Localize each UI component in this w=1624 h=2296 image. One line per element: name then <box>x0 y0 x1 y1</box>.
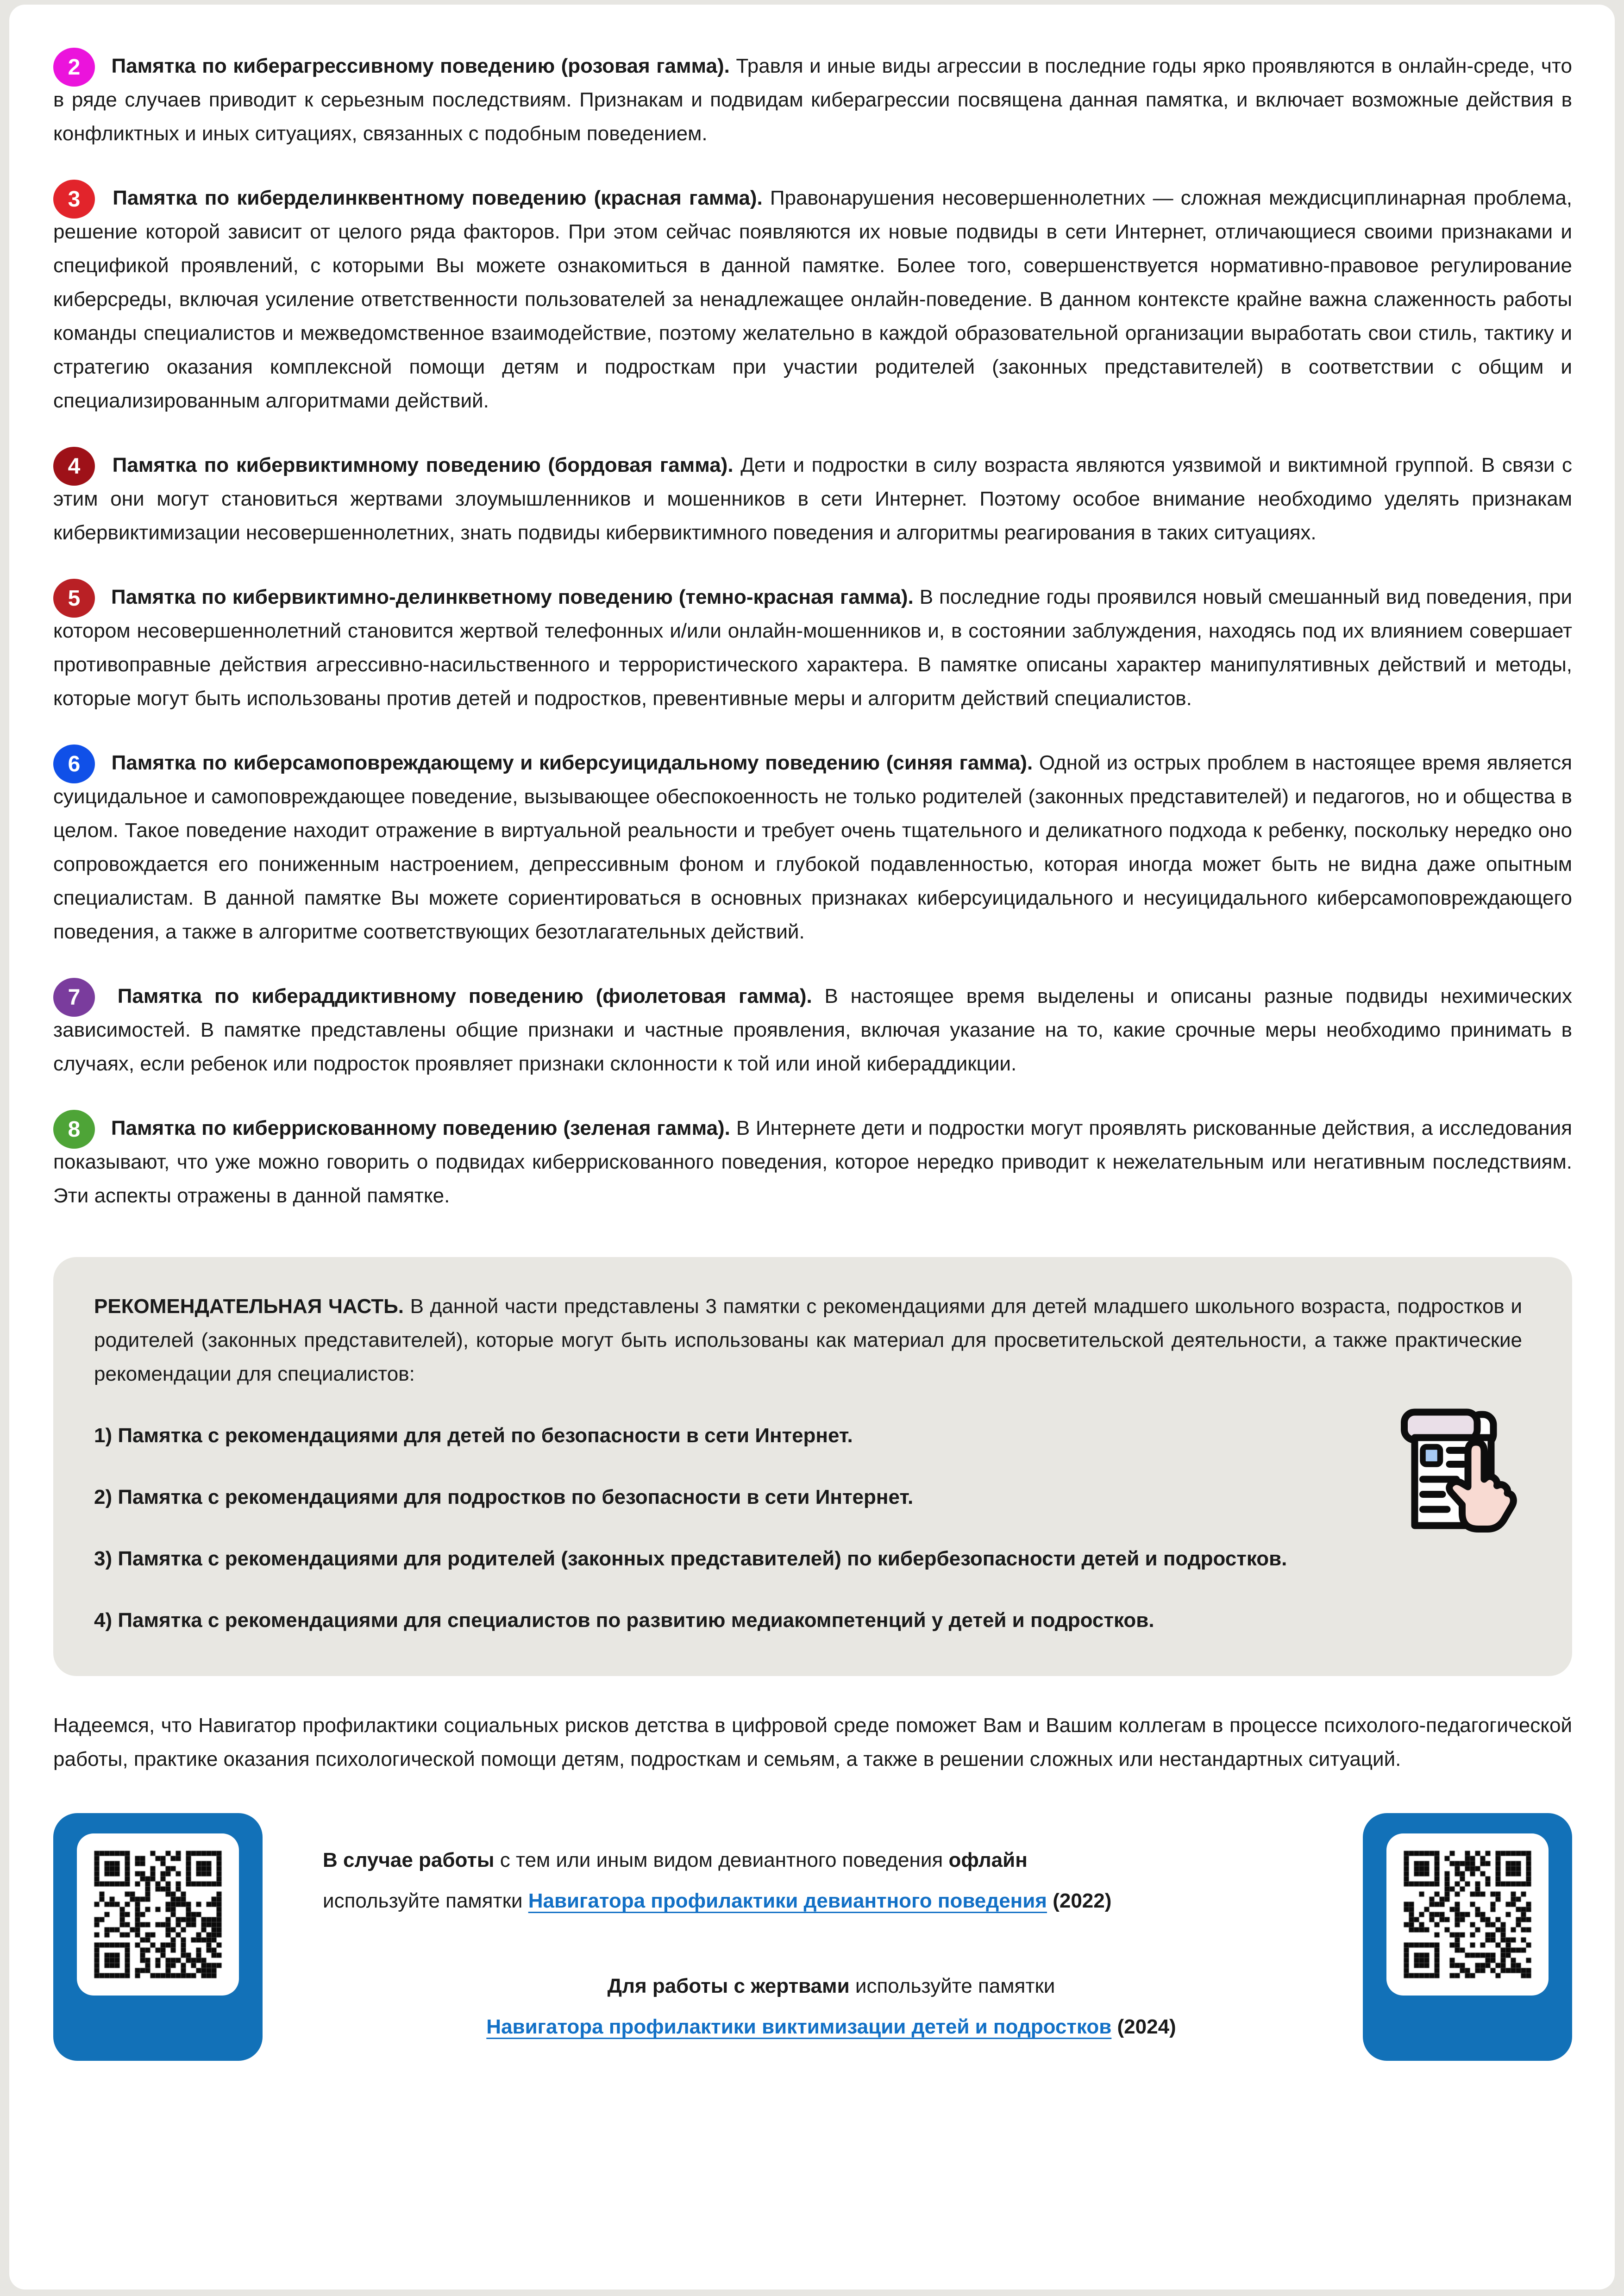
recommendation-item-1: 1) Памятка с рекомендациями для детей по безопасности в сети Интернет. <box>94 1424 853 1447</box>
recommendations-title: РЕКОМЕНДАТЕЛЬНАЯ ЧАСТЬ. <box>94 1295 404 1318</box>
memo-number-badge: 6 <box>53 744 95 783</box>
offline-note: В случае работы с тем или иным видом девиантного поведения офлайн используйте памятки Навигатора профилактики девиантного поведения (2022) <box>323 1849 1112 1912</box>
qr-box-left <box>53 1813 263 2061</box>
memo-item-7 <box>53 979 1572 1081</box>
victims-note: Для работы с жертвами используйте памятки Навигатора профилактики виктимизации детей и подростков (2024) <box>486 1975 1176 2038</box>
qr-inner-right <box>1386 1833 1549 1996</box>
memo-number-badge: 4 <box>53 447 95 486</box>
memo-title: Памятка по кибервиктимно-делинкветному поведению (темно-красная гамма). <box>111 586 914 608</box>
memo-number-badge: 3 <box>53 180 95 219</box>
victims-year: (2024) <box>1111 2015 1176 2038</box>
memo-title: Памятка по киберагрессивному поведению (розовая гамма). <box>111 55 730 77</box>
memo-number-badge: 5 <box>53 579 95 618</box>
link-deviant-behavior-navigator[interactable]: Навигатора профилактики девиантного поведения <box>528 1889 1047 1912</box>
qr-box-right <box>1363 1813 1572 2061</box>
memo-title: Памятка по киберделинквентному поведению (красная гамма). <box>113 187 763 209</box>
closing-paragraph: Надеемся, что Навигатор профилактики социальных рисков детства в цифровой среде поможет Вам и Вашим коллегам в процессе психолого-педагогической работы, практике оказания психологической помощи детям, подросткам и семьям, а также в решении сложных или нестандартных ситуаций. <box>53 1714 1572 1770</box>
recommendation-item-3: 3) Памятка с рекомендациями для родителей (законных представителей) по кибербезопасности детей и подростков. <box>94 1547 1287 1570</box>
footer <box>53 1813 1572 2061</box>
page-content <box>9 5 1615 2061</box>
document-click-icon <box>1387 1396 1526 1544</box>
memo-title: Памятка по кибервиктимному поведению (бордовая гамма). <box>112 454 734 476</box>
offline-note-bold: В случае работы <box>323 1849 495 1871</box>
memo-body: Дети и подростки в силу возраста являются уязвимой и виктимной группой. В связи с этим они могут становиться жертвами злоумышленников и мошенников в сети Интернет. Поэтому особое внимание необходимо уделять признакам кибервиктимизации несовершеннолетних, знать подвиды кибервиктимного поведения и алгоритмы реагирования в таких ситуациях. <box>53 454 1572 544</box>
recommendation-item-4: 4) Памятка с рекомендациями для специалистов по развитию медиакомпетенций у детей и подростков. <box>94 1609 1154 1632</box>
memo-item-4 <box>53 448 1572 550</box>
memo-title: Памятка по киберрискованному поведению (зеленая гамма). <box>111 1117 730 1139</box>
memo-number-badge: 7 <box>53 978 95 1017</box>
qr-code <box>1400 1847 1535 1982</box>
memo-body: В последние годы проявился новый смешанный вид поведения, при котором несовершеннолетний становится жертвой телефонных и/или онлайн-мошенников и, в состоянии заблуждения, находясь под их влиянием совершает противоправные действия агрессивно-насильственного и террористического характера. В памятке описаны характер манипулятивных действий и методы, которые могут быть использованы против детей и подростков, превентивные меры и алгоритм действий специалистов. <box>53 586 1573 710</box>
footer-text <box>263 1813 1363 2047</box>
memo-title: Памятка по кибераддиктивному поведению (фиолетовая гамма). <box>117 985 812 1007</box>
memo-body: В настоящее время выделены и описаны разные подвиды нехимических зависимостей. В памятке представлены общие признаки и частные проявления, включая указание на то, какие срочные меры необходимо принимать в случаях, если ребенок или подросток проявляет признаки склонности к той или иной кибераддикции. <box>53 985 1572 1075</box>
memo-body: В Интернете дети и подростки могут проявлять рискованные действия, а исследования показывают, что уже можно говорить о подвидах киберрискованного поведения, которое нередко приводит к нежелательным или негативным последствиям. Эти аспекты отражены в данной памятке. <box>53 1117 1572 1207</box>
recommendations-intro-text: В данной части представлены 3 памятки с рекомендациями для детей младшего школьного возраста, подростков и родителей (законных представителей), которые могут быть использованы как материал для просветительской деятельности, а также практические рекомендации для специалистов: <box>94 1295 1522 1385</box>
offline-word-bold: офлайн <box>948 1849 1028 1871</box>
page <box>9 5 1615 2290</box>
memo-item-6 <box>53 746 1572 949</box>
memo-item-2 <box>53 49 1572 150</box>
recommendation-item-2: 2) Памятка с рекомендациями для подростков по безопасности в сети Интернет. <box>94 1486 914 1508</box>
offline-year: (2022) <box>1047 1889 1112 1912</box>
memo-body: Одной из острых проблем в настоящее время является суицидальное и самоповреждающее поведение, вызывающее обеспокоенность не только родителей (законных представителей) и педагогов, но и общества в целом. Такое поведение находит отражение в виртуальной реальности и требует очень тщательного и деликатного подхода к ребенку, поскольку нередко оно сопровождается его пониженным настроением, депрессивным фоном и глубокой подавленностью, которая иногда может быть не видна даже опытным специалистам. В данной памятке Вы можете сориентироваться в основных признаках киберсуицидального и несуицидального киберсамоповреждающего поведения, а также в алгоритме соответствующих безотлагательных действий. <box>53 751 1572 943</box>
memo-body: Травля и иные виды агрессии в последние годы ярко проявляются в онлайн-среде, что в ряде случаев приводит к серьезным последствиям. Признакам и подвидам киберагрессии посвящена данная памятка, и включает возможные действия в конфликтных и иных ситуациях, связанных с подобным поведением. <box>53 55 1572 145</box>
memo-item-8 <box>53 1111 1572 1213</box>
qr-code <box>90 1847 226 1982</box>
qr-inner-left <box>77 1833 239 1996</box>
memo-body: Правонарушения несовершеннолетних — сложная междисциплинарная проблема, решение которой зависит от целого ряда факторов. При этом сейчас появляются их новые подвиды в сети Интернет, отличающиеся своими признаками и спецификой проявлений, с которыми Вы можете ознакомиться в данной памятке. Более того, совершенствуется нормативно-правовое регулирование киберсреды, включая усиление ответственности пользователей за ненадлежащее онлайн-поведение. В данном контексте крайне важна слаженность работы команды специалистов и межведомственное взаимодействие, поэтому желательно в каждой образовательной организации выработать свои стиль, тактику и стратегию оказания комплексной помощи детям и подросткам при участии родителей (законных представителей) в соответствии с общим и специализированным алгоритмами действий. <box>53 187 1573 412</box>
victims-note-bold: Для работы с жертвами <box>607 1975 850 1997</box>
recommendations-box <box>53 1257 1572 1676</box>
memo-item-3 <box>53 181 1572 418</box>
memo-title: Памятка по киберсамоповреждающему и киберсуицидальному поведению (синяя гамма). <box>111 751 1033 774</box>
link-victimization-navigator[interactable]: Навигатора профилактики виктимизации детей и подростков <box>486 2015 1112 2038</box>
memo-item-5 <box>53 580 1572 715</box>
memo-number-badge: 8 <box>53 1110 95 1149</box>
recommendations-intro <box>94 1289 1531 1391</box>
memo-number-badge: 2 <box>53 48 95 87</box>
